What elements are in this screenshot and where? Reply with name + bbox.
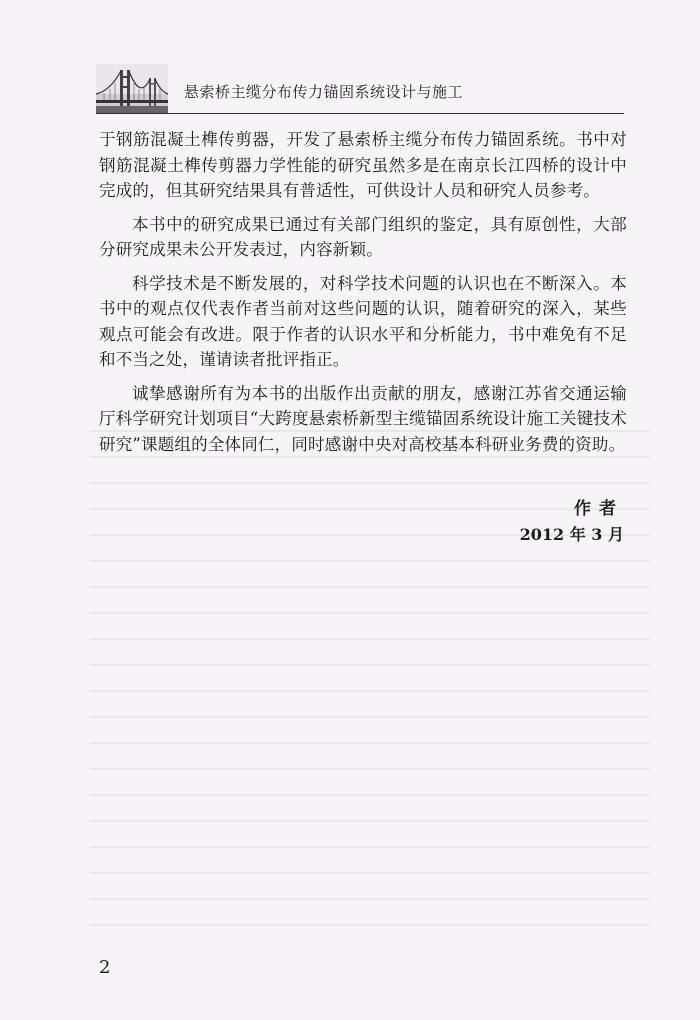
- page-number: 2: [99, 957, 111, 978]
- signature-date: 2012 年 3 月: [519, 525, 624, 544]
- paragraph-continuation: 于钢筋混凝土榫传剪器，开发了悬索桥主缆分布传力锚固系统。书中对钢筋混凝土榫传剪器力学性能的研究虽然多是在南京长江四桥的设计中完成的，但其研究结果具有普适性，可供设计人员和研究人员参考。: [99, 130, 627, 200]
- signature-block: [520, 496, 624, 548]
- body-text: [99, 127, 627, 457]
- paragraph-research-results: 本书中的研究成果已通过有关部门组织的鉴定，具有原创性，大部分研究成果未公开发表过，内容新颖。: [99, 214, 627, 259]
- paragraph-science-progress: 科学技术是不断发展的，对科学技术问题的认识也在不断深入。本书中的观点仅代表作者当前对这些问题的认识，随着研究的深入，某些观点可能会有改进。限于作者的认识水平和分析能力，书中难免有不足和不当之处，谨请读者批评指正。: [99, 273, 627, 369]
- suspension-bridge-icon: [96, 64, 168, 114]
- running-header-title: 悬索桥主缆分布传力锚固系统设计与施工: [184, 83, 464, 101]
- signature-author: 作者: [574, 499, 624, 519]
- header-rule: [96, 113, 624, 114]
- running-header: [96, 64, 624, 116]
- paragraph-acknowledgements: 诚挚感谢所有为本书的出版作出贡献的朋友，感谢江苏省交通运输厅科学研究计划项目“大跨度悬索桥新型主缆锚固系统设计施工关键技术研究”课题组的全体同仁，同时感谢中央对高校基本科研业务费的资助。: [99, 383, 627, 454]
